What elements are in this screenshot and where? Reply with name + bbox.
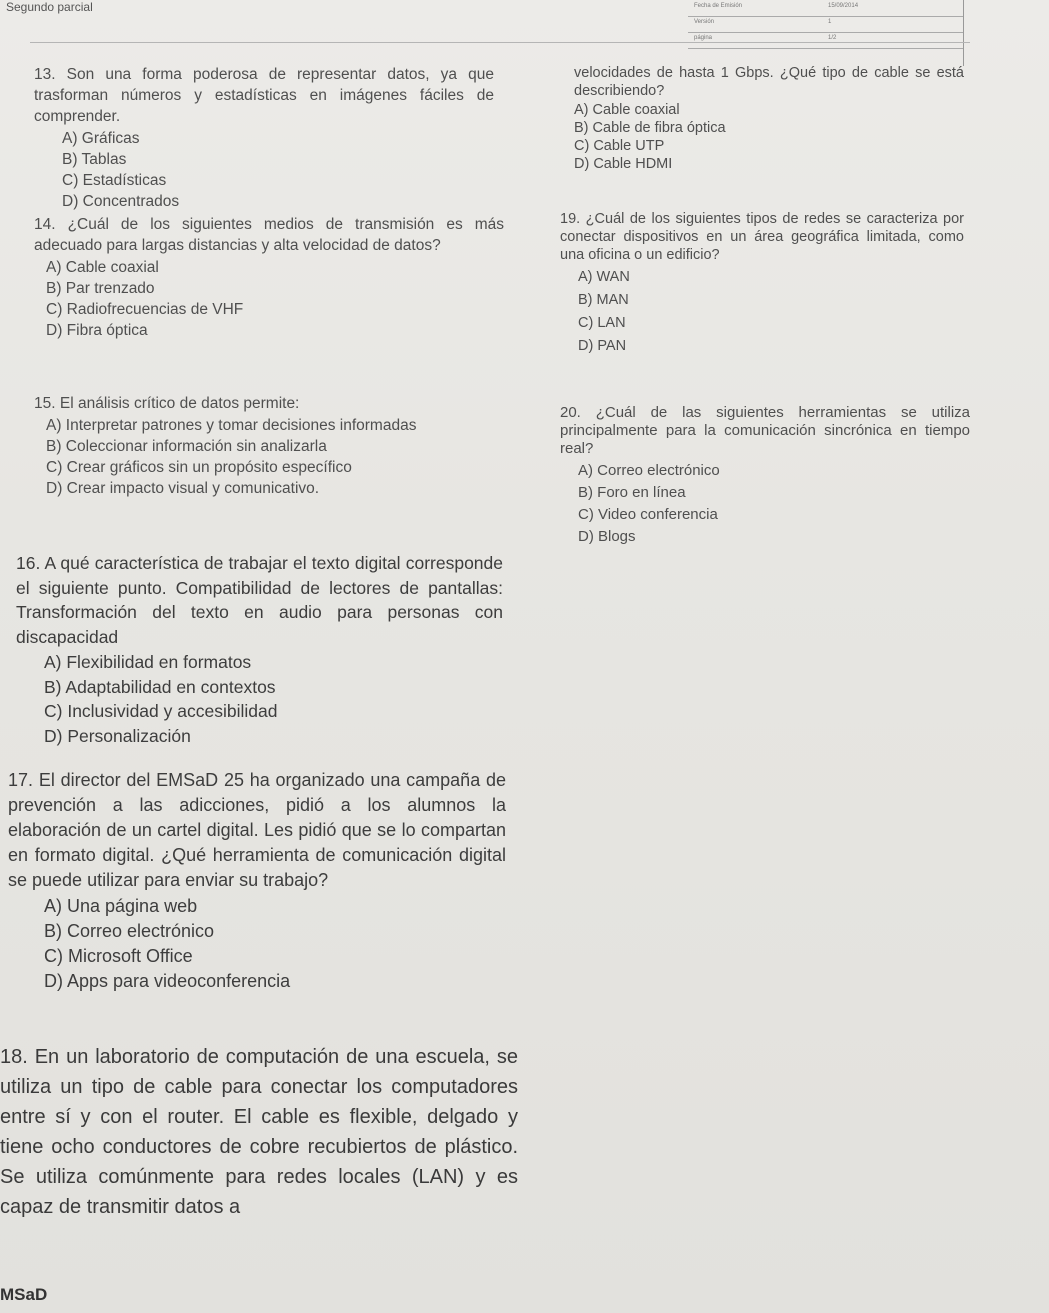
option-d[interactable]: D) PAN (578, 338, 627, 354)
option-b[interactable]: B) Correo electrónico (44, 921, 215, 941)
option-c[interactable]: C) LAN (578, 315, 626, 331)
option-c[interactable]: C) Crear gráficos sin un propósito específico (46, 459, 352, 476)
option-d[interactable]: D) Crear impacto visual y comunicativo. (46, 480, 320, 497)
option-d[interactable]: D) Blogs (578, 528, 636, 545)
option-b[interactable]: B) Adaptabilidad en contextos (44, 676, 276, 697)
option-b[interactable]: B) Par trenzado (46, 280, 155, 297)
option-a[interactable]: A) WAN (578, 269, 630, 285)
option-d[interactable]: D) Apps para videoconferencia (44, 971, 291, 991)
option-c[interactable]: C) Cable UTP (574, 138, 665, 154)
question-20: 20. ¿Cuál de las siguientes herramientas se utiliza principalmente para la comunicación sincrónica en tiempo real? A) Correo electrónico B) Foro en línea C) Video conferencia D) Blogs (560, 404, 970, 548)
option-b[interactable]: B) MAN (578, 292, 629, 308)
question-13: 13. Son una forma poderosa de representar datos, ya que trasforman números y estadísticas en imágenes fáciles de comprender. A) Gráficas B) Tablas C) Estadísticas D) Concentrados (34, 66, 494, 210)
question-18-continued: velocidades de hasta 1 Gbps. ¿Qué tipo de cable se está describiendo? A) Cable coaxial B) Cable de fibra óptica C) Cable UTP D) Cable HDMI (574, 65, 964, 172)
option-c[interactable]: C) Video conferencia (578, 506, 718, 523)
footer-brand: MSaD (0, 1285, 48, 1304)
option-a[interactable]: A) Una página web (44, 896, 198, 916)
question-17: 17. El director del EMSaD 25 ha organizado una campaña de prevención a las adicciones, pidió a los alumnos la elaboración de un cartel digital. Les pidió que se lo compartan en formato digital. ¿Qué herramienta de comunicación digital se puede utilizar para enviar su trabajo? A) Una página web B) Correo electrónico C) Microsoft Office D) Apps para videoconferencia (8, 768, 506, 994)
option-c[interactable]: C) Inclusividad y accesibilidad (44, 701, 278, 721)
question-14: 14. ¿Cuál de los siguientes medios de transmisión es más adecuado para largas distancias y alta velocidad de datos? A) Cable coaxial B) Par trenzado C) Radiofrecuencias de VHF D) Fibra óptica (34, 216, 504, 339)
question-15: 15. El análisis crítico de datos permite: A) Interpretar patrones y tomar decisiones informadas B) Coleccionar información sin analizarla C) Crear gráficos sin un propósito específico D) Crear impacto visual y comunicativo. (34, 393, 504, 499)
option-b[interactable]: B) Coleccionar información sin analizarla (46, 438, 327, 455)
question-18: 18. En un laboratorio de computación de una escuela, se utiliza un tipo de cable para conectar los computadores entre sí y con el router. El cable es flexible, delgado y tiene ocho conductores de cobre recubiertos de plástico. Se utiliza comúnmente para redes locales (LAN) y es capaz de transmitir datos a (0, 1046, 518, 1218)
control-row-version: Versión 1 (688, 16, 963, 33)
question-19: 19. ¿Cuál de los siguientes tipos de redes se caracteriza por conectar dispositivos en un área geográfica limitada, como una oficina o un edificio? A) WAN B) MAN C) LAN D) PAN (560, 210, 964, 358)
option-a[interactable]: A) Flexibilidad en formatos (44, 652, 252, 672)
option-c[interactable]: C) Estadísticas (62, 172, 167, 189)
option-a[interactable]: A) Cable coaxial (46, 259, 159, 276)
option-a[interactable]: A) Interpretar patrones y tomar decisiones informadas (46, 417, 417, 434)
option-c[interactable]: C) Radiofrecuencias de VHF (46, 301, 244, 318)
option-c[interactable]: C) Microsoft Office (44, 946, 193, 966)
control-row-page: página 1/2 (688, 32, 963, 49)
exam-title: Segundo parcial (6, 0, 93, 14)
option-a[interactable]: A) Gráficas (62, 130, 140, 147)
option-d[interactable]: D) Personalización (44, 725, 191, 746)
option-b[interactable]: B) Tablas (62, 151, 127, 168)
option-d[interactable]: D) Cable HDMI (574, 156, 673, 172)
question-16: 16. A qué característica de trabajar el texto digital corresponde el siguiente punto. Compatibilidad de lectores de pantallas: Transformación del texto en audio para personas con discapacidad A) Flexibilidad en formatos B) Adaptabilidad en contextos C) Inclusividad y accesibilidad D) Personalización (16, 551, 503, 748)
option-a[interactable]: A) Cable coaxial (574, 102, 680, 118)
control-row-date: Fecha de Emisión 15/09/2014 (688, 0, 963, 17)
header-divider (30, 42, 970, 43)
option-b[interactable]: B) Cable de fibra óptica (574, 120, 726, 136)
option-b[interactable]: B) Foro en línea (578, 484, 686, 501)
option-a[interactable]: A) Correo electrónico (578, 462, 720, 479)
option-d[interactable]: D) Fibra óptica (46, 322, 148, 339)
option-d[interactable]: D) Concentrados (62, 193, 180, 210)
document-control-box (688, 0, 964, 66)
